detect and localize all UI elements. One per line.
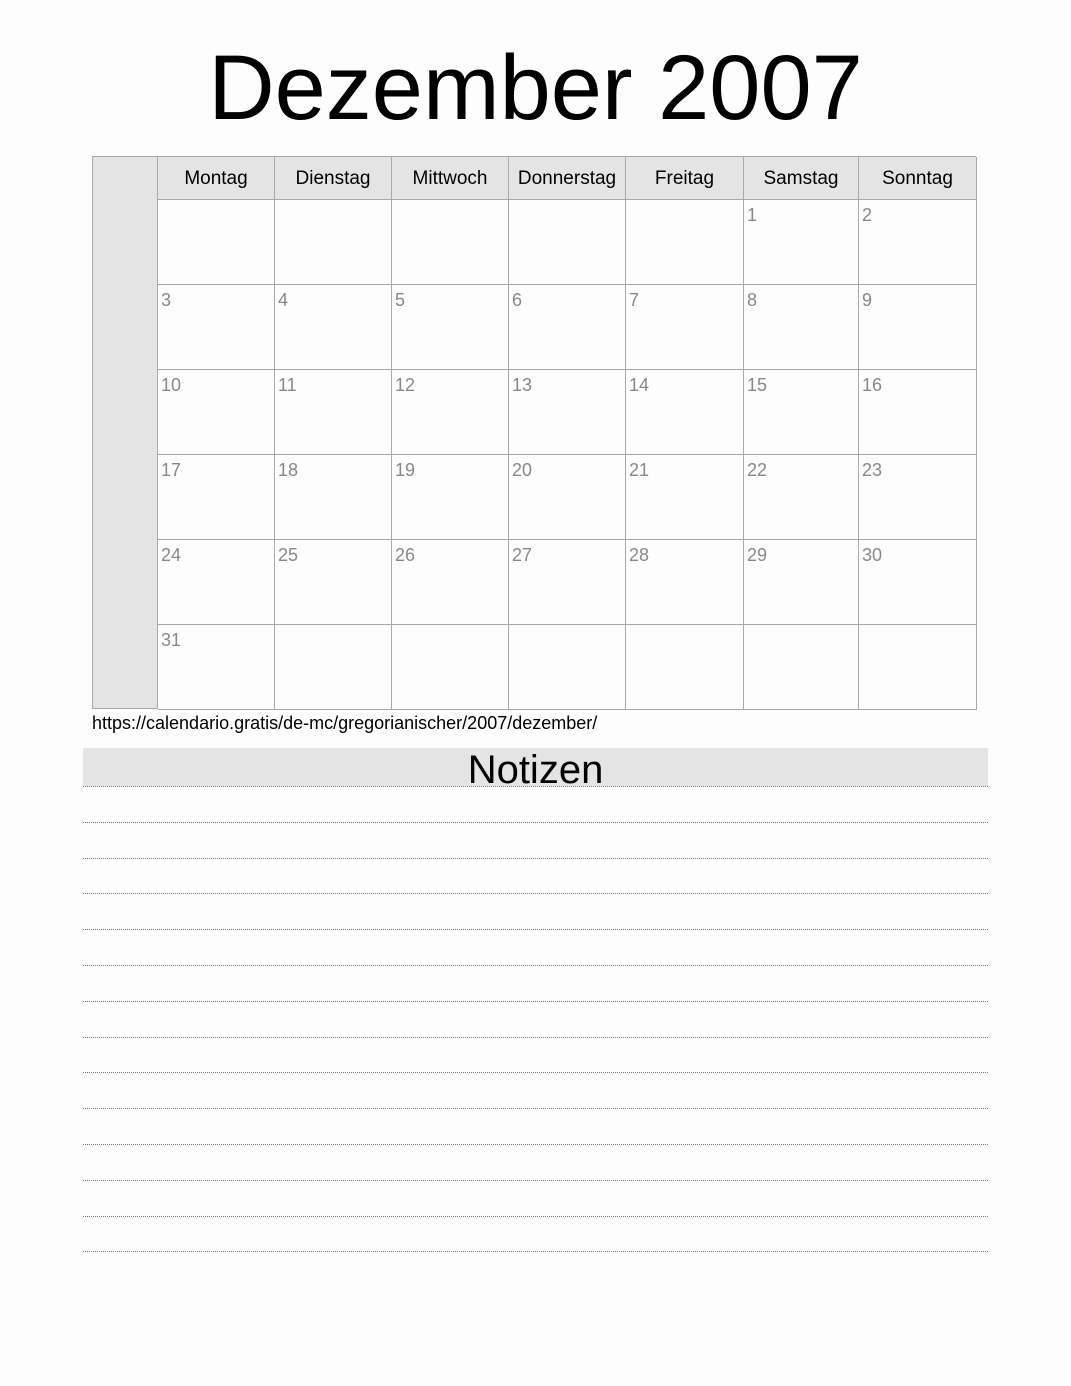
day-cell — [626, 200, 744, 285]
day-cell — [158, 200, 275, 285]
day-number: 23 — [862, 460, 883, 480]
day-number: 1 — [747, 205, 758, 225]
day-cell — [158, 285, 275, 370]
day-number: 13 — [512, 375, 533, 395]
day-number: 10 — [161, 375, 182, 395]
day-number: 27 — [512, 545, 533, 565]
day-number: 4 — [278, 290, 289, 310]
note-line — [83, 929, 988, 930]
note-line — [83, 858, 988, 859]
source-url: https://calendario.gratis/de-mc/gregorianischer/2007/dezember/ — [92, 713, 598, 733]
day-number: 20 — [512, 460, 533, 480]
day-number: 14 — [629, 375, 650, 395]
day-cell — [859, 200, 977, 285]
day-number: 21 — [629, 460, 650, 480]
note-line — [83, 893, 988, 894]
day-cell — [158, 455, 275, 540]
weekday-header: Donnerstag — [509, 157, 626, 200]
day-cell — [392, 625, 509, 710]
day-cell — [275, 625, 392, 710]
day-cell — [744, 285, 859, 370]
day-number: 3 — [161, 290, 172, 310]
day-cell — [158, 625, 275, 710]
day-cell — [626, 370, 744, 455]
note-line — [83, 1251, 988, 1252]
day-number: 30 — [862, 545, 883, 565]
day-number: 24 — [161, 545, 182, 565]
day-number: 29 — [747, 545, 768, 565]
day-cell — [626, 540, 744, 625]
week-number-column — [93, 157, 158, 708]
day-cell — [275, 455, 392, 540]
day-cell — [392, 200, 509, 285]
day-number: 6 — [512, 290, 523, 310]
day-cell — [392, 540, 509, 625]
note-line — [83, 822, 988, 823]
note-line — [83, 1144, 988, 1145]
day-cell — [275, 200, 392, 285]
note-line — [83, 1072, 988, 1073]
day-cell — [626, 625, 744, 710]
day-number: 7 — [629, 290, 640, 310]
day-cell — [744, 540, 859, 625]
day-cell — [626, 455, 744, 540]
day-cell — [275, 540, 392, 625]
day-number: 28 — [629, 545, 650, 565]
day-cell — [509, 285, 626, 370]
weekday-header: Samstag — [744, 157, 859, 200]
day-cell — [744, 625, 859, 710]
day-cell — [275, 370, 392, 455]
day-cell — [744, 370, 859, 455]
day-cell — [509, 455, 626, 540]
day-cell — [859, 540, 977, 625]
day-number: 25 — [278, 545, 299, 565]
day-cell — [509, 200, 626, 285]
day-number: 11 — [278, 375, 297, 395]
calendar-grid — [92, 156, 976, 709]
day-number: 19 — [395, 460, 416, 480]
day-cell — [859, 285, 977, 370]
day-cell — [392, 455, 509, 540]
note-line — [83, 1001, 988, 1002]
day-cell — [744, 455, 859, 540]
notes-heading: Notizen — [83, 748, 988, 786]
day-cell — [859, 625, 977, 710]
day-number: 5 — [395, 290, 406, 310]
day-cell — [392, 285, 509, 370]
day-cell — [859, 455, 977, 540]
note-line — [83, 1108, 988, 1109]
day-number: 16 — [862, 375, 883, 395]
note-line — [83, 1216, 988, 1217]
weekday-header: Sonntag — [859, 157, 977, 200]
day-cell — [392, 370, 509, 455]
day-number: 15 — [747, 375, 768, 395]
day-cell — [626, 285, 744, 370]
day-number: 2 — [862, 205, 873, 225]
day-number: 18 — [278, 460, 299, 480]
day-number: 31 — [161, 630, 182, 650]
day-cell — [509, 625, 626, 710]
day-number: 9 — [862, 290, 873, 310]
day-number: 17 — [161, 460, 182, 480]
weekday-header: Dienstag — [275, 157, 392, 200]
note-line — [83, 1037, 988, 1038]
day-number: 22 — [747, 460, 768, 480]
day-number: 12 — [395, 375, 416, 395]
day-cell — [744, 200, 859, 285]
day-cell — [509, 370, 626, 455]
day-cell — [158, 370, 275, 455]
day-number: 26 — [395, 545, 416, 565]
weekday-header: Montag — [158, 157, 275, 200]
day-cell — [275, 285, 392, 370]
weekday-header: Freitag — [626, 157, 744, 200]
note-line — [83, 1180, 988, 1181]
day-number: 8 — [747, 290, 758, 310]
day-cell — [859, 370, 977, 455]
page-title: Dezember 2007 — [208, 37, 863, 139]
note-line — [83, 786, 988, 787]
note-line — [83, 965, 988, 966]
day-cell — [158, 540, 275, 625]
weekday-header: Mittwoch — [392, 157, 509, 200]
day-cell — [509, 540, 626, 625]
